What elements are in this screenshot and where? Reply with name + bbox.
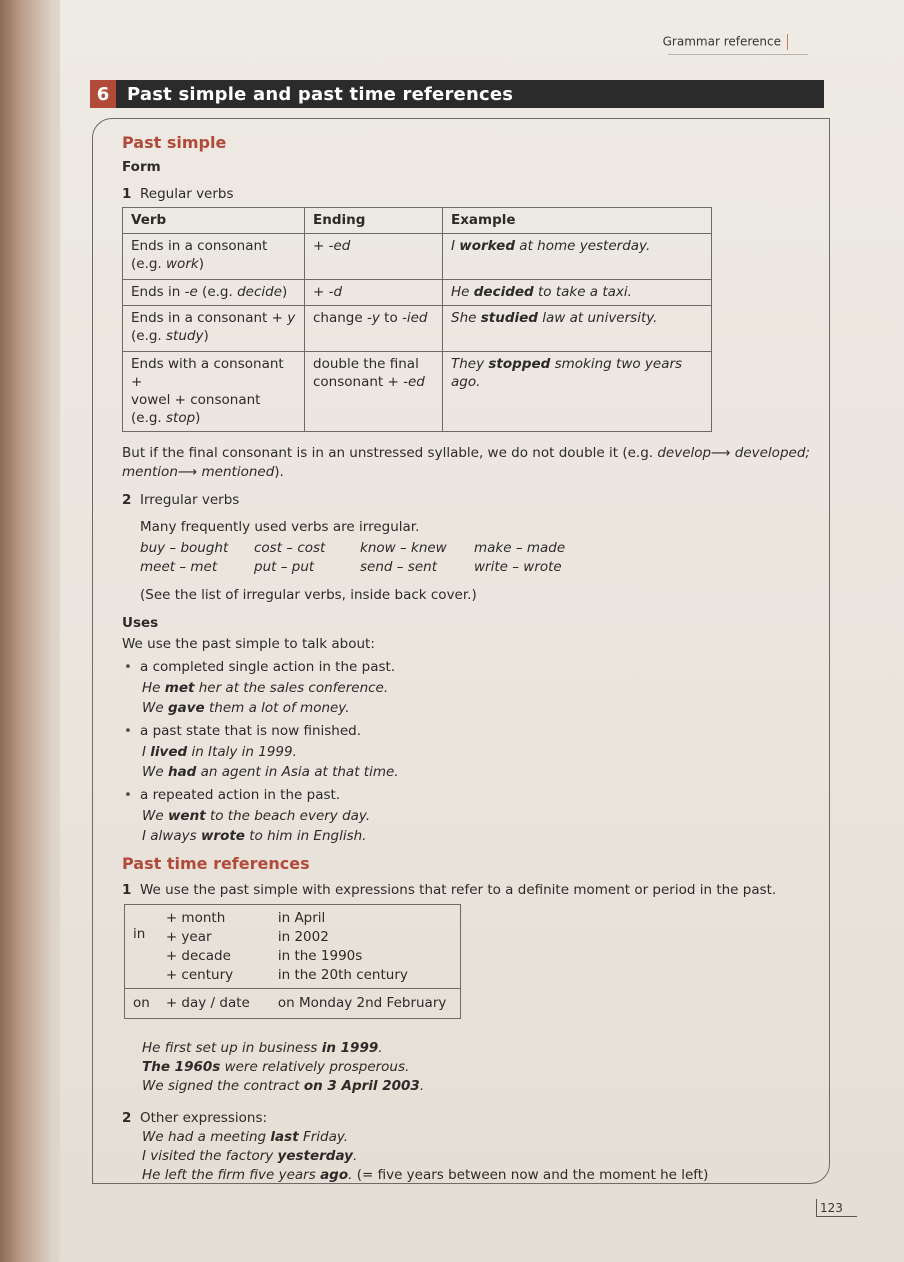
table-row	[125, 989, 461, 1019]
list-number: 2	[122, 492, 132, 508]
uses-intro: We use the past simple to talk about:	[122, 636, 375, 652]
example-sentence: The 1960s were relatively prosperous.	[142, 1059, 410, 1075]
content	[122, 128, 822, 1185]
table-row	[123, 234, 712, 280]
column-header-example: Example	[443, 208, 712, 234]
verb-cell: Ends with a consonant + vowel + consonant (e.g. stop)	[123, 352, 305, 432]
regular-verbs-table	[122, 207, 712, 432]
irregular-verb-pairs	[140, 539, 822, 577]
past-simple-heading: Past simple	[122, 133, 227, 152]
example-cell: He decided to take a taxi.	[443, 280, 712, 306]
verb-pair: cost – cost	[254, 540, 326, 556]
in-rules: + month + year + decade + century	[165, 910, 234, 983]
example-sentence: We had a meeting last Friday.	[142, 1129, 349, 1145]
verb-cell: Ends in a consonant (e.g. work)	[123, 234, 305, 280]
example-sentence: We gave them a lot of money.	[142, 700, 350, 716]
table-row	[125, 905, 461, 989]
running-header-text: Grammar reference	[662, 34, 781, 49]
example-sentence: We signed the contract on 3 April 2003.	[142, 1078, 425, 1094]
unit-number: 6	[90, 80, 116, 108]
time-refs-point-1: 1 We use the past simple with expressions that refer to a definite moment or period in the past.	[122, 882, 777, 898]
irregular-intro: Many frequently used verbs are irregular.	[140, 519, 420, 535]
verb-pair: make – made	[474, 540, 566, 556]
time-expressions-table	[124, 904, 461, 1019]
example-sentence: I visited the factory yesterday.	[142, 1148, 358, 1164]
ending-cell: change -y to -ied	[305, 306, 443, 352]
irregular-see-also: (See the list of irregular verbs, inside back cover.)	[140, 587, 477, 603]
running-header	[663, 34, 788, 50]
use-item: • a completed single action in the past.	[122, 658, 822, 677]
regular-verbs-text: Regular verbs	[140, 186, 234, 202]
use-item: • a repeated action in the past.	[122, 786, 822, 805]
on-example: on Monday 2nd February	[258, 989, 461, 1019]
use-item: • a past state that is now finished.	[122, 722, 822, 741]
header-rule	[668, 54, 808, 55]
ending-cell: double the final consonant + -ed	[305, 352, 443, 432]
preposition-in: in	[133, 926, 146, 942]
verb-cell: Ends in a consonant + y (e.g. study)	[123, 306, 305, 352]
table-row	[123, 280, 712, 306]
example-sentence: We went to the beach every day.	[142, 808, 371, 824]
example-cell: I worked at home yesterday.	[443, 234, 712, 280]
example-sentence: He left the firm five years ago. (= five years between now and the moment he left)	[142, 1167, 709, 1183]
form-label: Form	[122, 159, 161, 175]
column-header-ending: Ending	[305, 208, 443, 234]
table-row	[123, 306, 712, 352]
list-number: 2	[122, 1110, 132, 1126]
ending-cell: + -ed	[305, 234, 443, 280]
ending-cell: + -d	[305, 280, 443, 306]
verb-pair: buy – bought	[140, 540, 229, 556]
table-header-row	[123, 208, 712, 234]
page-number: 123	[816, 1199, 857, 1217]
verb-pair: know – knew	[360, 540, 447, 556]
example-sentence: He met her at the sales conference.	[142, 680, 389, 696]
past-time-references-heading: Past time references	[122, 854, 310, 873]
header-divider	[787, 34, 788, 50]
example-sentence: We had an agent in Asia at that time.	[142, 764, 399, 780]
table-row	[123, 352, 712, 432]
unstressed-note: But if the final consonant is in an unstressed syllable, we do not double it (e.g. develop⟶ developed; mention⟶ mentioned).	[122, 445, 810, 480]
on-rule: + day / date	[158, 989, 258, 1019]
time-refs-point-2: 2 Other expressions:	[122, 1110, 268, 1126]
unit-title-bar	[90, 80, 824, 108]
list-number: 1	[122, 882, 132, 898]
example-cell: They stopped smoking two years ago.	[443, 352, 712, 432]
verb-cell: Ends in -e (e.g. decide)	[123, 280, 305, 306]
uses-label: Uses	[122, 615, 159, 631]
verb-pair: write – wrote	[474, 559, 562, 575]
column-header-verb: Verb	[123, 208, 305, 234]
list-number: 1	[122, 186, 132, 202]
unit-title: Past simple and past time references	[127, 83, 514, 105]
example-sentence: He first set up in business in 1999.	[142, 1040, 383, 1056]
regular-verbs-label	[122, 185, 822, 204]
irregular-verbs-label: 2 Irregular verbs	[122, 492, 240, 508]
in-examples: in April in 2002 in the 1990s in the 20th century	[277, 910, 408, 983]
verb-pair: meet – met	[140, 559, 218, 575]
verb-pair: send – sent	[360, 559, 437, 575]
example-sentence: I always wrote to him in English.	[142, 828, 367, 844]
preposition-on: on	[125, 989, 158, 1019]
verb-pair: put – put	[254, 559, 315, 575]
example-cell: She studied law at university.	[443, 306, 712, 352]
example-sentence: I lived in Italy in 1999.	[142, 744, 297, 760]
